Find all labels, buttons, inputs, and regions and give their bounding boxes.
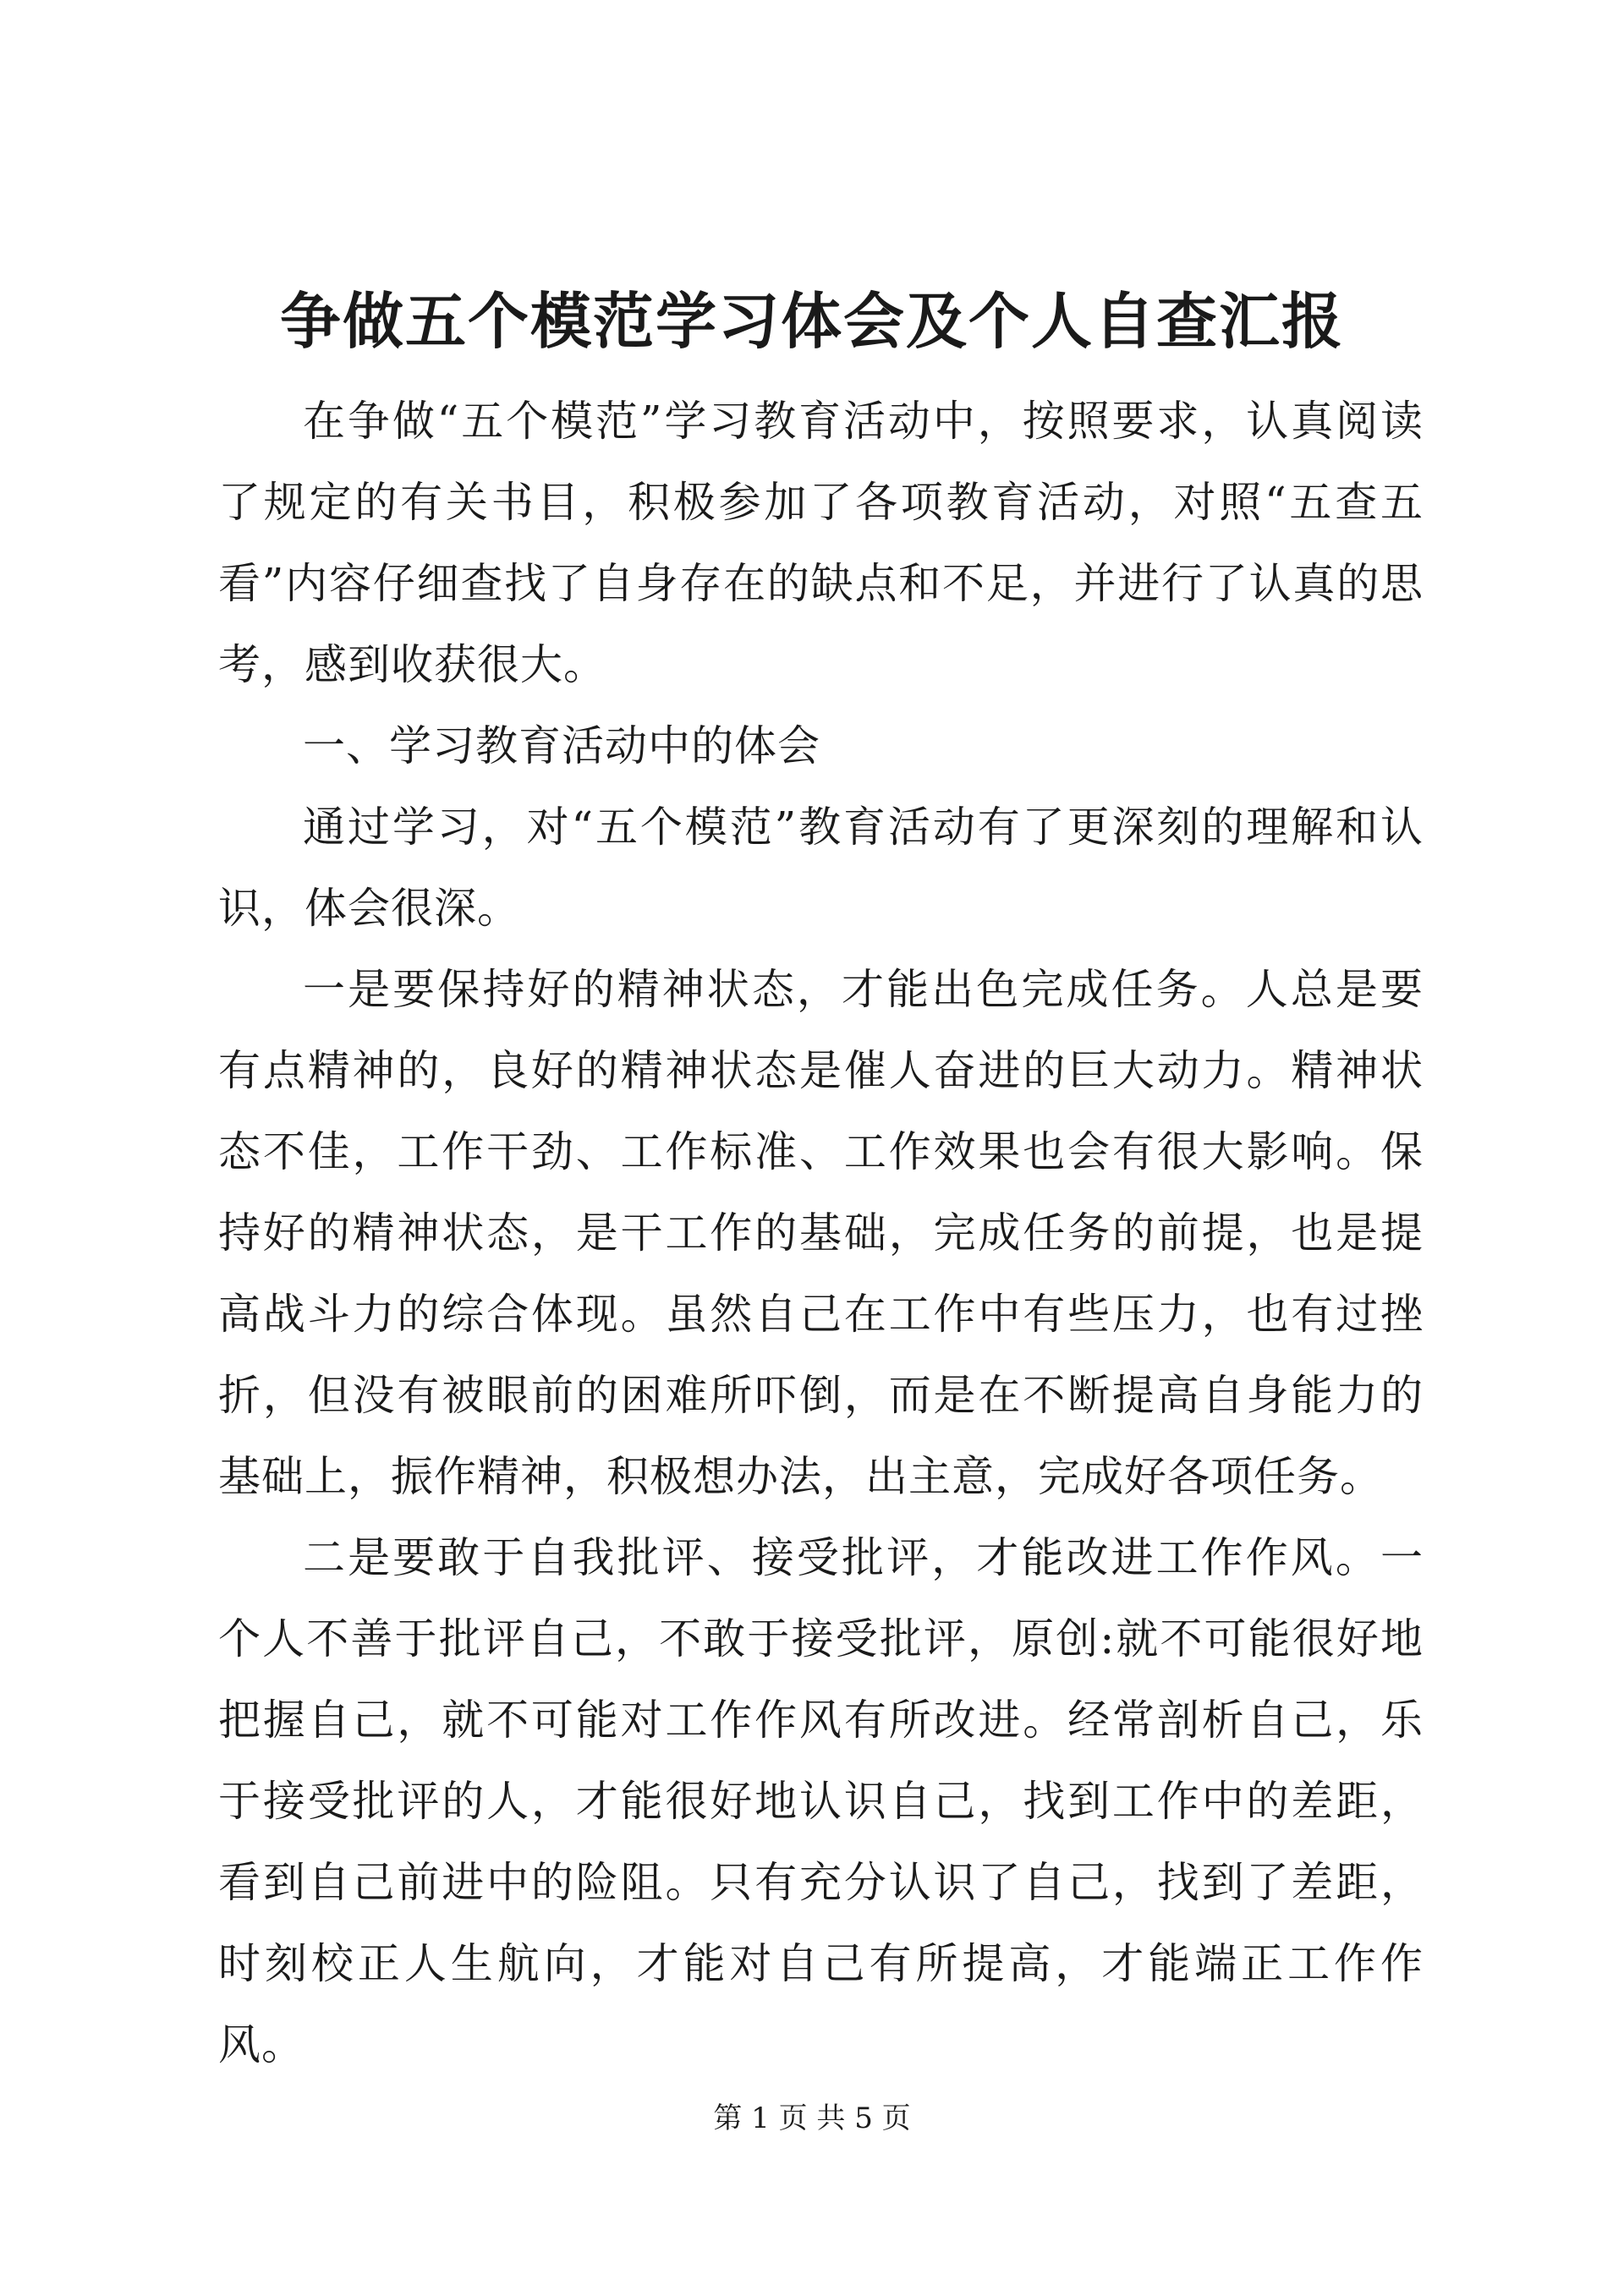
section-heading-1: 一、学习教育活动中的体会 — [303, 721, 820, 770]
document-title: 争做五个模范学习体会及个人自查汇报 — [279, 285, 1344, 357]
paragraph-point-two: 二是要敢于自我批评、接受批评，才能改进工作作风。一个人不善于批评自己，不敢于接受批评，原创:就不可能很好地把握自己，就不可能对工作作风有所改进。经常剖析自己，乐于接受批评的人，才能很好地认识自己，找到工作中的差距，看到自己前进中的险阻。只有充分认识了自己，找到了差距，时刻校正人生航向，才能对自己有所提高，才能端正工作作风。 — [218, 1533, 1424, 2069]
document-body — [218, 381, 1424, 2085]
paragraph-intro: 在争做“五个模范”学习教育活动中，按照要求，认真阅读了规定的有关书目，积极参加了各项教育活动，对照“五查五看”内容仔细查找了自身存在的缺点和不足，并进行了认真的思考，感到收获很大。 — [218, 397, 1424, 689]
paragraph-point-one: 一是要保持好的精神状态，才能出色完成任务。人总是要有点精神的，良好的精神状态是催人奋进的巨大动力。精神状态不佳，工作干劲、工作标准、工作效果也会有很大影响。保持好的精神状态，是干工作的基础，完成任务的前提，也是提高战斗力的综合体现。虽然自己在工作中有些压力，也有过挫折，但没有被眼前的困难所吓倒，而是在不断提高自身能力的基础上，振作精神，积极想办法，出主意，完成好各项任务。 — [218, 965, 1424, 1501]
page-footer: 第 1 页 共 5 页 — [713, 2101, 911, 2135]
paragraph-understanding: 通过学习，对“五个模范”教育活动有了更深刻的理解和认识，体会很深。 — [218, 803, 1424, 933]
